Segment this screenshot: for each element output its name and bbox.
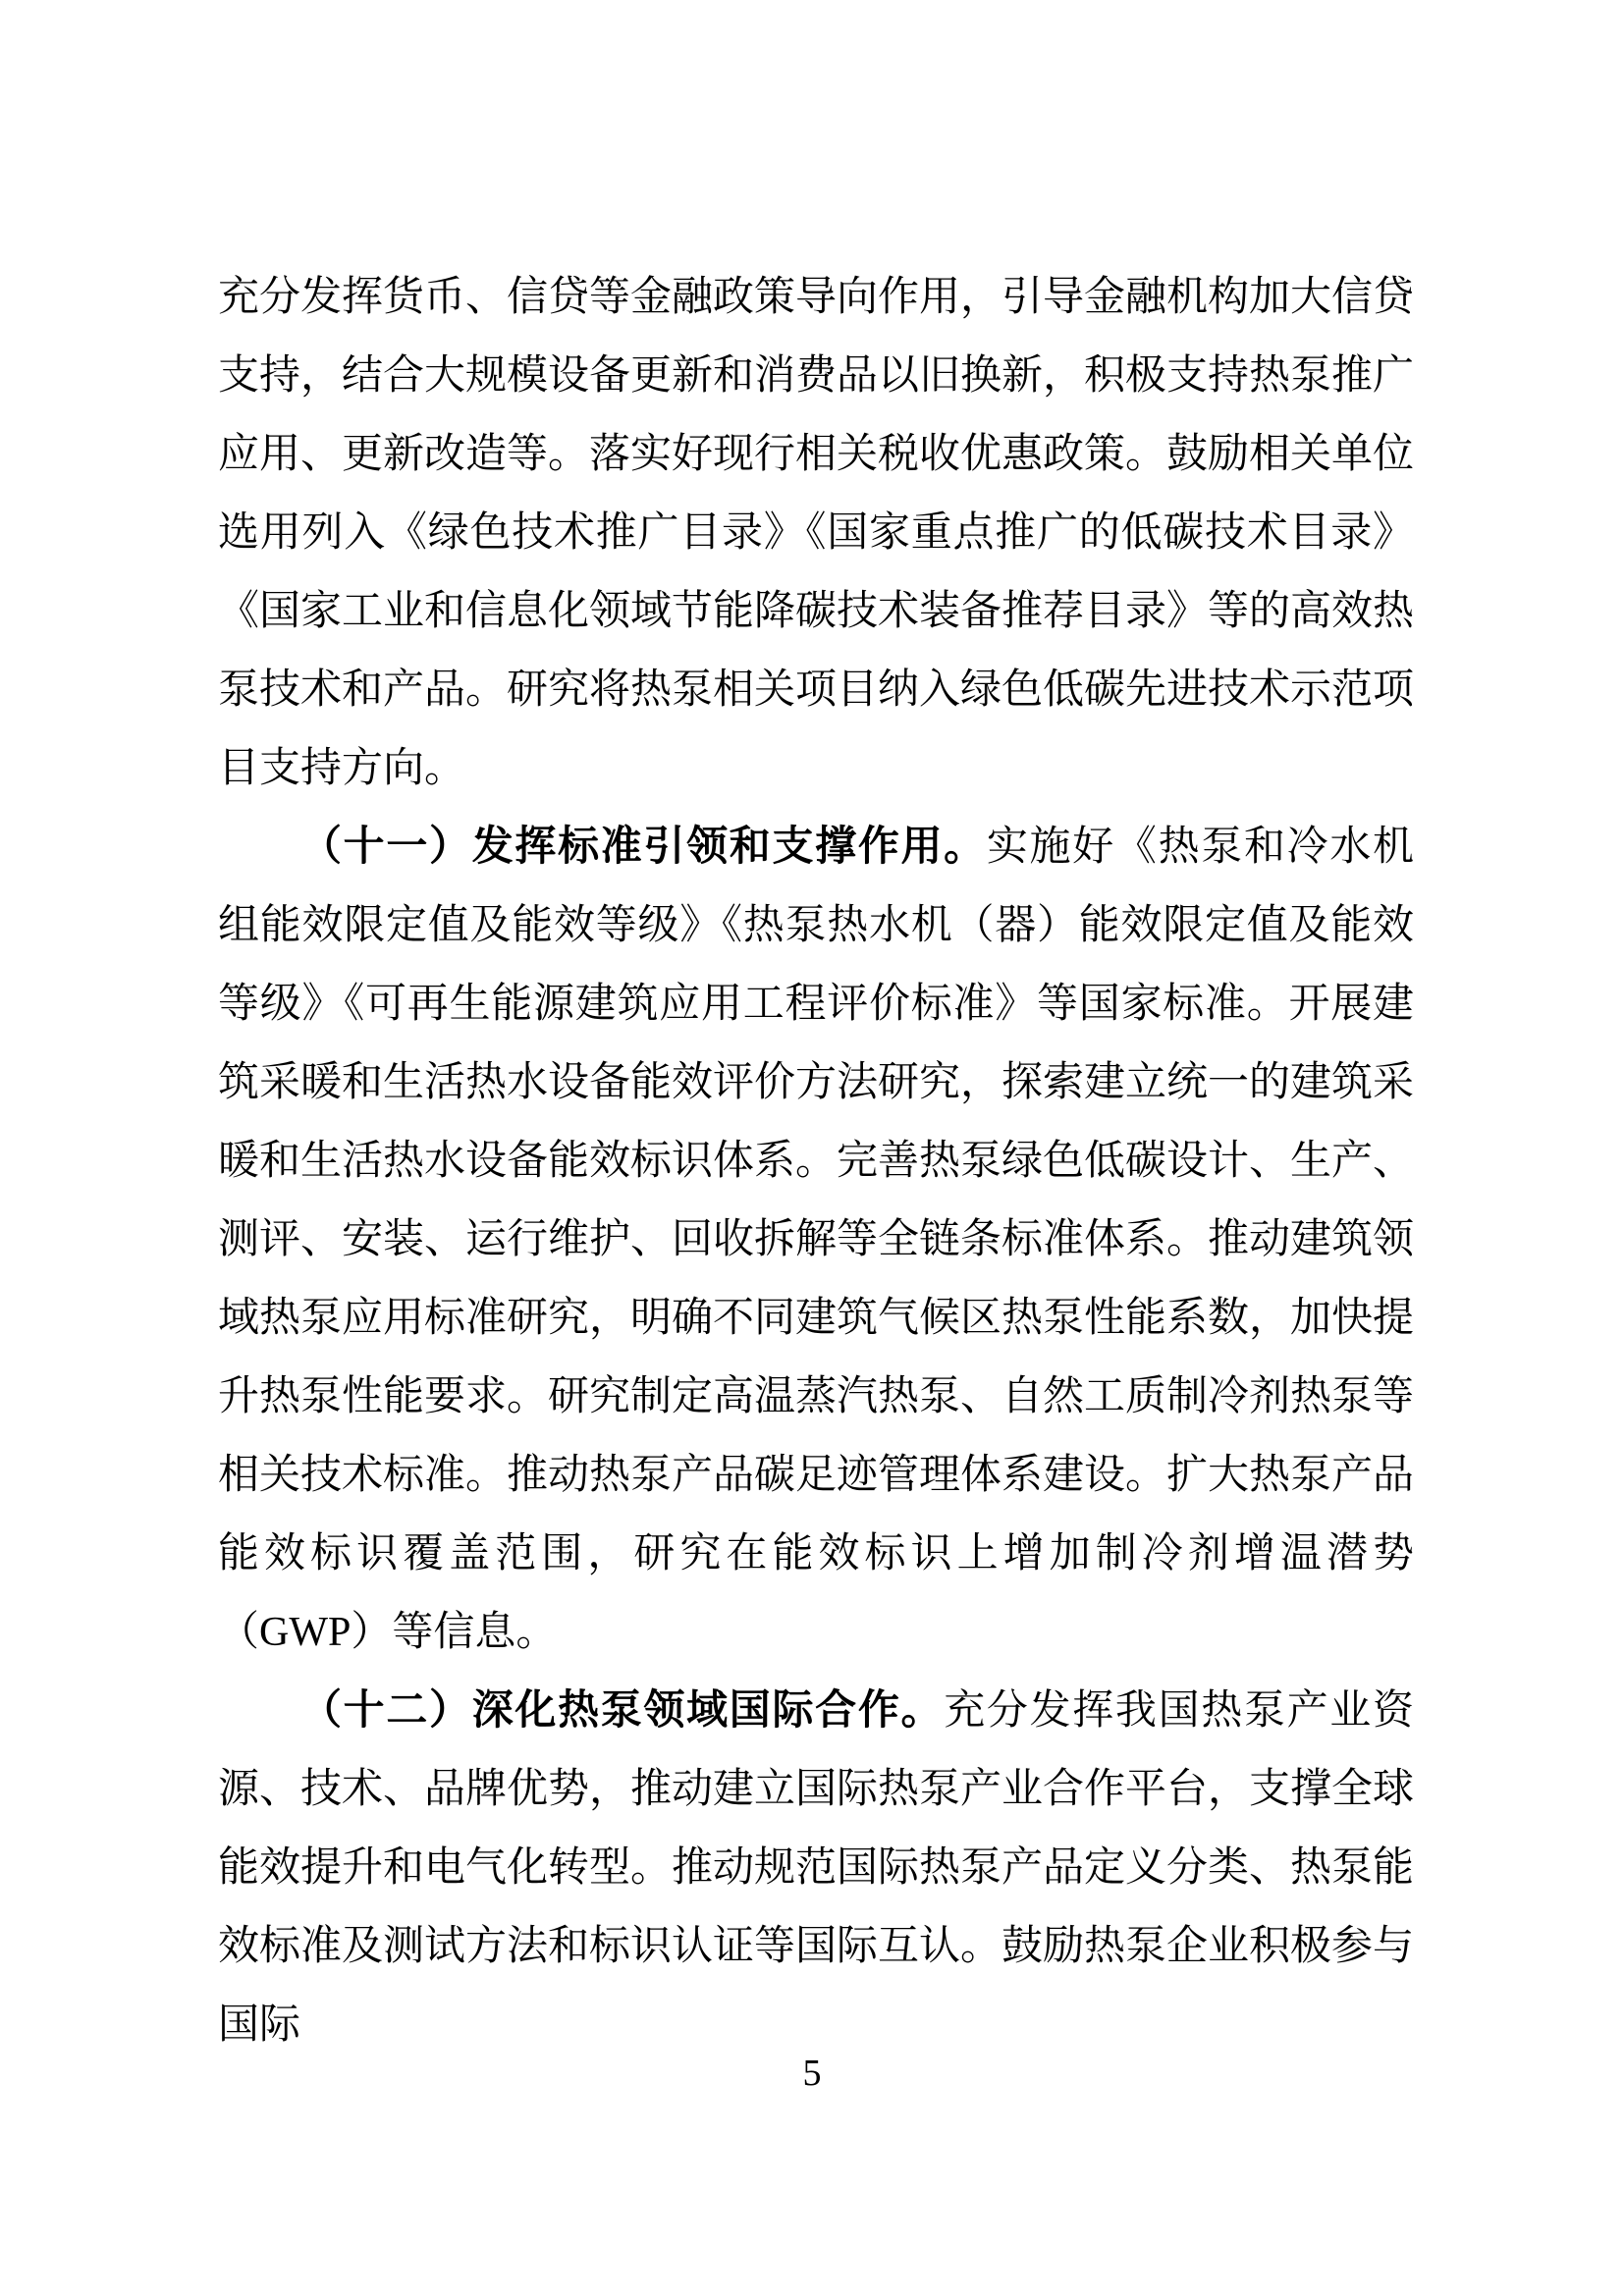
page-footer xyxy=(0,2052,1624,2095)
body-segment: 充分发挥我国热泵产业资源、技术、品牌优势，推动建立国际热泵产业合作平台，支撑全球能效提升和电气化转型。推动规范国际热泵产品定义分类、热泵能效标准及测试方法和标识认证等国际互认。鼓励热泵企业积极参与国际 xyxy=(218,1688,1415,2048)
paragraph xyxy=(218,258,1414,808)
body-segment: 实施好《热泵和冷水机组能效限定值及能效等级》《热泵热水机（器）能效限定值及能效等级》《可再生能源建筑应用工程评价标准》等国家标准。开展建筑采暖和生活热水设备能效评价方法研究，探索建立统一的建筑采暖和生活热水设备能效标识体系。完善热泵绿色低碳设计、生产、测评、安装、运行维护、回收拆解等全链条标准体系。推动建筑领域热泵应用标准研究，明确不同建筑气候区热泵性能系数，加快提升热泵性能要求。研究制定高温蒸汽热泵、自然工质制冷剂热泵等相关技术标准。推动热泵产品碳足迹管理体系建设。扩大热泵产品能效标识覆盖范围，研究在能效标识上增加制冷剂增温潜势（GWP）等信息。 xyxy=(218,825,1415,1655)
body-segment: 充分发挥货币、信贷等金融政策导向作用，引导金融机构加大信贷支持，结合大规模设备更新和消费品以旧换新，积极支持热泵推广应用、更新改造等。落实好现行相关税收优惠政策。鼓励相关单位选用列入《绿色技术推广目录》《国家重点推广的低碳技术目录》《国家工业和信息化领域节能降碳技术装备推荐目录》等的高效热泵技术和产品。研究将热泵相关项目纳入绿色低碳先进技术示范项目支持方向。 xyxy=(218,275,1415,791)
section-heading: （十一）发挥标准引领和支撑作用。 xyxy=(300,825,987,870)
page-number: 5 xyxy=(802,2053,822,2094)
paragraph xyxy=(218,1672,1414,2064)
section-heading: （十二）深化热泵领域国际合作。 xyxy=(300,1688,945,1734)
paragraph xyxy=(218,808,1414,1672)
document-body xyxy=(218,258,1414,2064)
